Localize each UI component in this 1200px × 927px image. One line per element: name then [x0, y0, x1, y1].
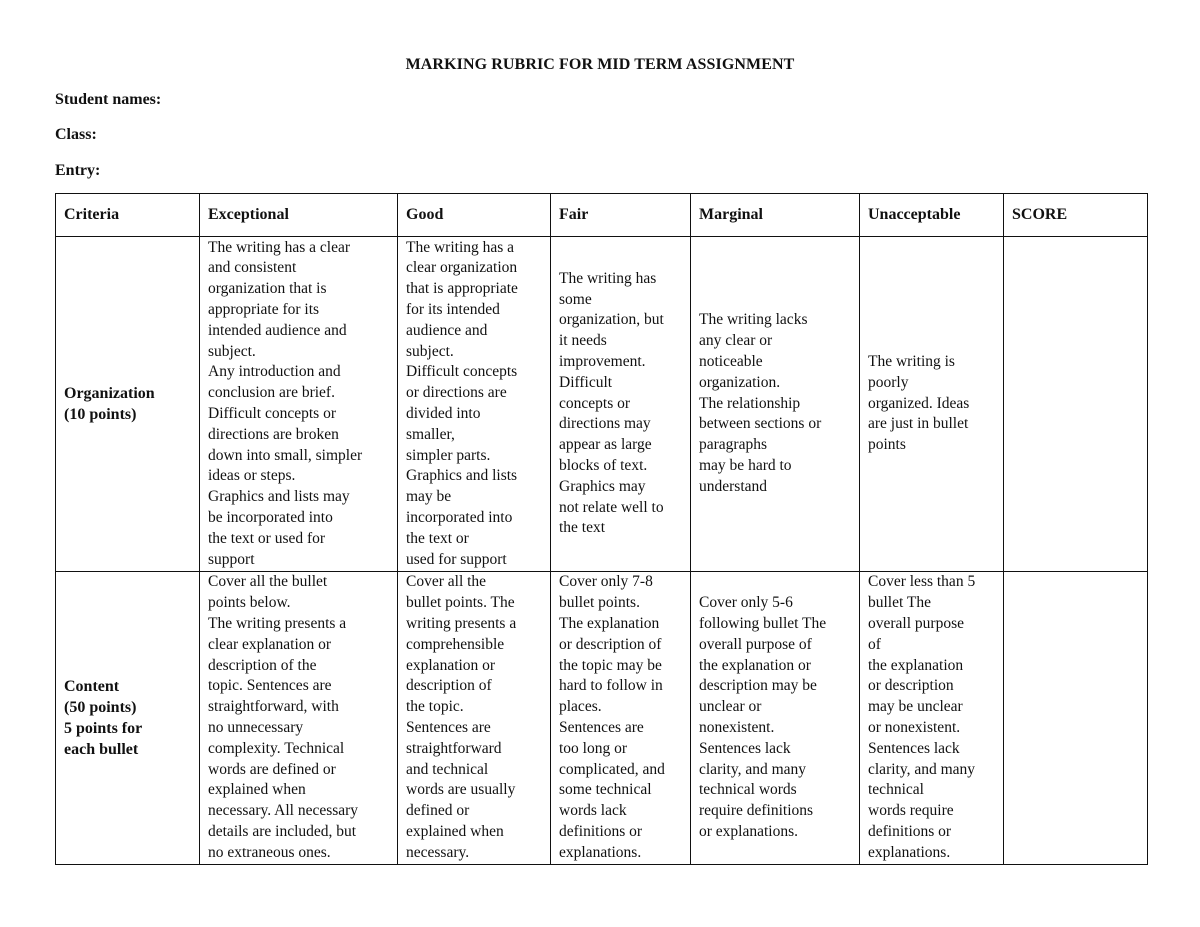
document-title: MARKING RUBRIC FOR MID TERM ASSIGNMENT [405, 56, 795, 73]
organization-fair: The writing has some organization, but it needs improvement. Difficult concepts or directions may appear as large blocks of text. Graphics may not relate well to the text [551, 237, 691, 572]
criterion-content: Content (50 points) 5 points for each bullet [56, 572, 200, 865]
rubric-row-content [56, 572, 1148, 865]
header-good: Good [398, 194, 551, 237]
organization-unacceptable: The writing is poorly organized. Ideas are just in bullet points [860, 237, 1004, 572]
content-unacceptable: Cover less than 5 bullet The overall purpose of the explanation or description may be unclear or nonexistent. Sentences lack clarity, and many technical words require definitions or explanations. [860, 572, 1004, 865]
header-exceptional: Exceptional [200, 194, 398, 237]
student-names-label: Student names: [55, 91, 162, 108]
header-fair: Fair [551, 194, 691, 237]
content-score-cell[interactable] [1004, 572, 1148, 865]
organization-marginal: The writing lacks any clear or noticeable organization. The relationship between sections or paragraphs may be hard to understand [691, 237, 860, 572]
criterion-organization: Organization (10 points) [56, 237, 200, 572]
organization-good: The writing has a clear organization that is appropriate for its intended audience and subject. Difficult concepts or directions are divided into smaller, simpler parts. Graphics and lists may be incorporated into the text or used for support [398, 237, 551, 572]
class-label: Class: [55, 126, 97, 143]
rubric-row-organization [56, 237, 1148, 572]
organization-exceptional: The writing has a clear and consistent organization that is appropriate for its intended audience and subject. Any introduction and conclusion are brief. Difficult concepts or directions are broken down into small, simpler ideas or steps. Graphics and lists may be incorporated into the text or used for support [200, 237, 398, 572]
content-marginal: Cover only 5-6 following bullet The overall purpose of the explanation or description may be unclear or nonexistent. Sentences lack clarity, and many technical words require definitions or explanations. [691, 572, 860, 865]
header-unacceptable: Unacceptable [860, 194, 1004, 237]
rubric-table [55, 193, 1148, 865]
rubric-header-row [56, 194, 1148, 237]
content-good: Cover all the bullet points. The writing presents a comprehensible explanation or description of the topic. Sentences are straightforward and technical words are usually defined or explained when necessary. [398, 572, 551, 865]
header-marginal: Marginal [691, 194, 860, 237]
header-score: SCORE [1004, 194, 1148, 237]
entry-label: Entry: [55, 162, 101, 179]
content-exceptional: Cover all the bullet points below. The writing presents a clear explanation or description of the topic. Sentences are straightforward, with no unnecessary complexity. Technical words are defined or explained when necessary. All necessary details are included, but no extraneous ones. [200, 572, 398, 865]
organization-score-cell[interactable] [1004, 237, 1148, 572]
content-fair: Cover only 7-8 bullet points. The explanation or description of the topic may be hard to follow in places. Sentences are too long or complicated, and some technical words lack definitions or explanations. [551, 572, 691, 865]
header-criteria: Criteria [56, 194, 200, 237]
